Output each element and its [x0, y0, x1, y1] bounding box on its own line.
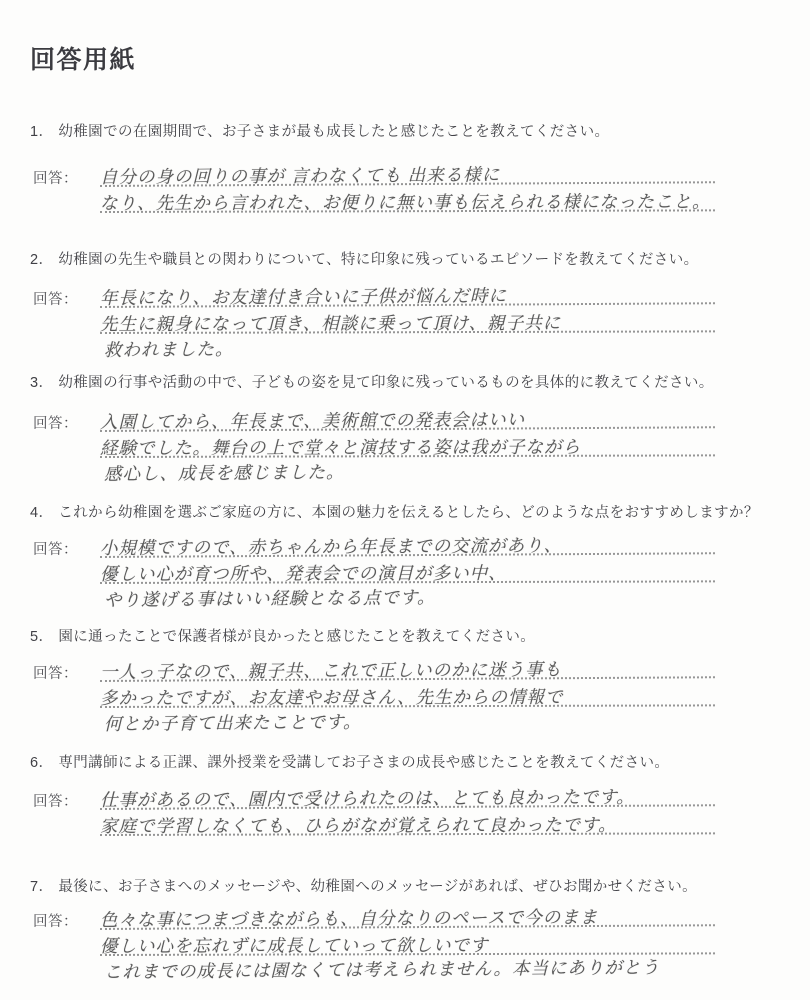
- handwritten-line: 一人っ子なので、親子共、これで正しいのかに迷う事も: [100, 652, 715, 682]
- answer-label: 回答：: [33, 666, 78, 682]
- answer-lines: [100, 406, 715, 484]
- handwritten-line: 優しい心が育つ所や、発表会での演目が多い中、: [100, 556, 715, 584]
- handwritten-line: 感心し、成長を感じました。: [103, 461, 345, 484]
- answer-label: 回答：: [33, 292, 78, 308]
- question-number: 4．: [30, 505, 54, 521]
- question-3: [30, 371, 714, 392]
- question-number: 6．: [30, 755, 54, 771]
- answer-block-7: [33, 904, 715, 982]
- question-4: [30, 501, 759, 522]
- question-text: 専門講師による正課、課外授業を受講してお子さまの成長や感じたことを教えてください。: [58, 755, 670, 771]
- handwritten-line: 仕事があるので、園内で受けられたのは、とても良かったです。: [100, 780, 715, 810]
- handwritten-line: なり、先生から言われた、お便りに無い事も伝えられる様になったこと。: [100, 185, 715, 213]
- question-text: 幼稚園の行事や活動の中で、子どもの姿を見て印象に残っているものを具体的に教えてください。: [58, 375, 714, 391]
- answer-lines: [100, 532, 715, 610]
- question-text: 最後に、お子さまへのメッセージや、幼稚園へのメッセージがあれば、ぜひお聞かせください。: [58, 879, 698, 895]
- handwritten-line: 多かったですが、お友達やお母さん、先生からの情報で: [100, 680, 715, 708]
- answer-block-5: [33, 656, 715, 734]
- question-7: [30, 875, 697, 896]
- question-2: [30, 248, 699, 269]
- answer-label: 回答：: [33, 914, 78, 930]
- question-6: [30, 751, 669, 772]
- question-number: 7．: [30, 879, 54, 895]
- question-1: [30, 120, 609, 141]
- handwritten-line: 何とか子育て出来たことです。: [103, 711, 362, 734]
- answer-lines: [100, 656, 715, 734]
- handwritten-line: 経験でした。舞台の上で堂々と演技する姿は我が子ながら: [100, 430, 715, 458]
- answer-lines: [100, 161, 715, 213]
- answer-lines: [100, 904, 715, 982]
- answer-lines: [100, 784, 715, 836]
- answer-label: 回答：: [33, 542, 78, 558]
- handwritten-line: 小規模ですので、赤ちゃんから年長までの交流があり、: [100, 528, 715, 558]
- answer-block-2: [33, 282, 715, 360]
- handwritten-line: 年長になり、お友達付き合いに子供が悩んだ時に: [100, 278, 715, 308]
- question-text: これから幼稚園を選ぶご家庭の方に、本園の魅力を伝えるとしたら、どのような点をおすすめしますか？: [58, 505, 759, 521]
- handwritten-line: 救われました。: [103, 338, 234, 360]
- handwritten-line: 家庭で学習しなくても、ひらがなが覚えられて良かったです。: [100, 808, 715, 836]
- question-number: 2．: [30, 252, 54, 268]
- question-number: 3．: [30, 375, 54, 391]
- handwritten-line: 優しい心を忘れずに成長していって欲しいです: [100, 928, 715, 956]
- answer-block-1: [33, 161, 715, 213]
- handwritten-line: 自分の身の回りの事が 言わなくても 出来る様に: [100, 157, 715, 187]
- handwritten-line: これまでの成長には園なくては考えられません。本当にありがとう: [103, 957, 661, 982]
- question-number: 5．: [30, 629, 54, 645]
- handwritten-line: 色々な事につまづきながらも、自分なりのペースで今のまま: [100, 900, 715, 930]
- answer-label: 回答：: [33, 171, 78, 187]
- answer-block-4: [33, 532, 715, 610]
- handwritten-line: 先生に親身になって頂き、相談に乗って頂け、親子共に: [100, 306, 715, 334]
- answer-label: 回答：: [33, 794, 78, 810]
- question-text: 幼稚園での在園期間で、お子さまが最も成長したと感じたことを教えてください。: [58, 124, 610, 140]
- answer-lines: [100, 282, 715, 360]
- answer-block-3: [33, 406, 715, 484]
- handwritten-line: やり遂げる事はいい経験となる点です。: [103, 587, 436, 610]
- question-text: 園に通ったことで保護者様が良かったと感じたことを教えてください。: [58, 629, 536, 645]
- question-number: 1．: [30, 124, 54, 140]
- question-text: 幼稚園の先生や職員との関わりについて、特に印象に残っているエピソードを教えてください。: [58, 252, 699, 268]
- handwritten-line: 入園してから、年長まで、美術館での発表会はいい: [100, 402, 715, 432]
- page-title: 回答用紙: [30, 46, 137, 74]
- question-5: [30, 625, 535, 646]
- answer-label: 回答：: [33, 416, 78, 432]
- answer-block-6: [33, 784, 715, 836]
